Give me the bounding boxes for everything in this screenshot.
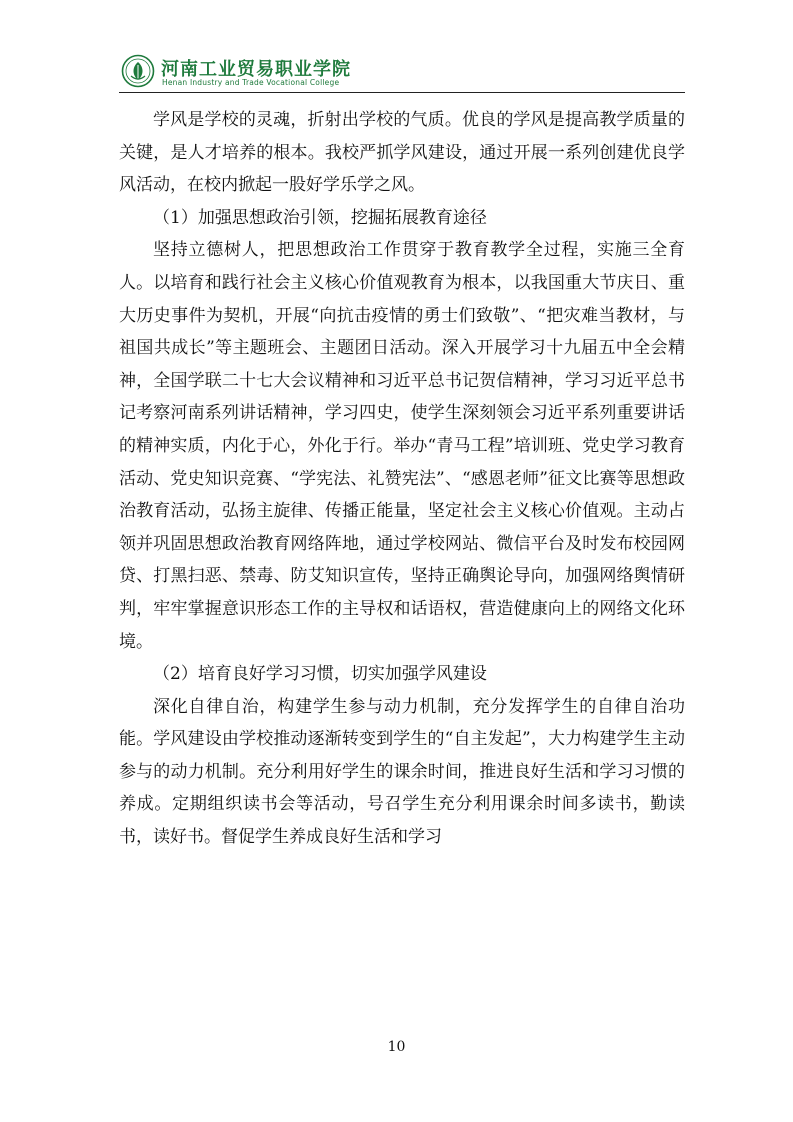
- header-divider: [119, 92, 685, 93]
- college-name-cn: 河南工业贸易职业学院: [161, 59, 351, 80]
- college-name-en: Henan Industry and Trade Vocational College: [162, 78, 340, 87]
- page-number: 10: [387, 1039, 406, 1055]
- section-1-paragraph: 坚持立德树人，把思想政治工作贯穿于教育教学全过程，实施三全育人。以培育和践行社会主义核心价值观教育为根本，以我国重大节庆日、重大历史事件为契机，开展“向抗击疫情的勇士们致敬”、“把灾难当教材，与祖国共成长”等主题班会、主题团日活动。深入开展学习十九届五中全会精神，全国学联二十七大会议精神和习近平总书记贺信精神，学习习近平总书记考察河南系列讲话精神，学习四史，使学生深刻领会习近平系列重要讲话的精神实质，内化于心，外化于行。举办“青马工程”培训班、党史学习教育活动、党史知识竞赛、“学宪法、礼赞宪法”、“感恩老师”征文比赛等思想政治教育活动，弘扬主旋律、传播正能量，坚定社会主义核心价值观。主动占领并巩固思想政治教育网络阵地，通过学校网站、微信平台及时发布校园网贷、打黑扫恶、禁毒、防艾知识宣传，坚持正确舆论导向，加强网络舆情研判，牢牢掌握意识形态工作的主导权和话语权，营造健康向上的网络文化环境。: [119, 240, 685, 652]
- college-emblem-icon: [121, 54, 155, 88]
- section-1-heading: （1）加强思想政治引领，挖掘拓展教育途径: [153, 207, 487, 228]
- document-body: [119, 104, 685, 854]
- section-2-paragraph: 深化自律自治，构建学生参与动力机制，充分发挥学生的自律自治功能。学风建设由学校推动逐渐转变到学生的“自主发起”，大力构建学生主动参与的动力机制。充分利用好学生的课余时间，推进良好生活和学习习惯的养成。定期组织读书会等活动，号召学生充分利用课余时间多读书，勤读书，读好书。督促学生养成良好生活和学习: [119, 696, 685, 848]
- intro-paragraph: 学风是学校的灵魂，折射出学校的气质。优良的学风是提高教学质量的关键，是人才培养的根本。我校严抓学风建设，通过开展一系列创建优良学风活动，在校内掀起一股好学乐学之风。: [119, 110, 685, 196]
- section-2-heading: （2）培育良好学习习惯，切实加强学风建设: [153, 664, 487, 685]
- page-header: [119, 52, 685, 92]
